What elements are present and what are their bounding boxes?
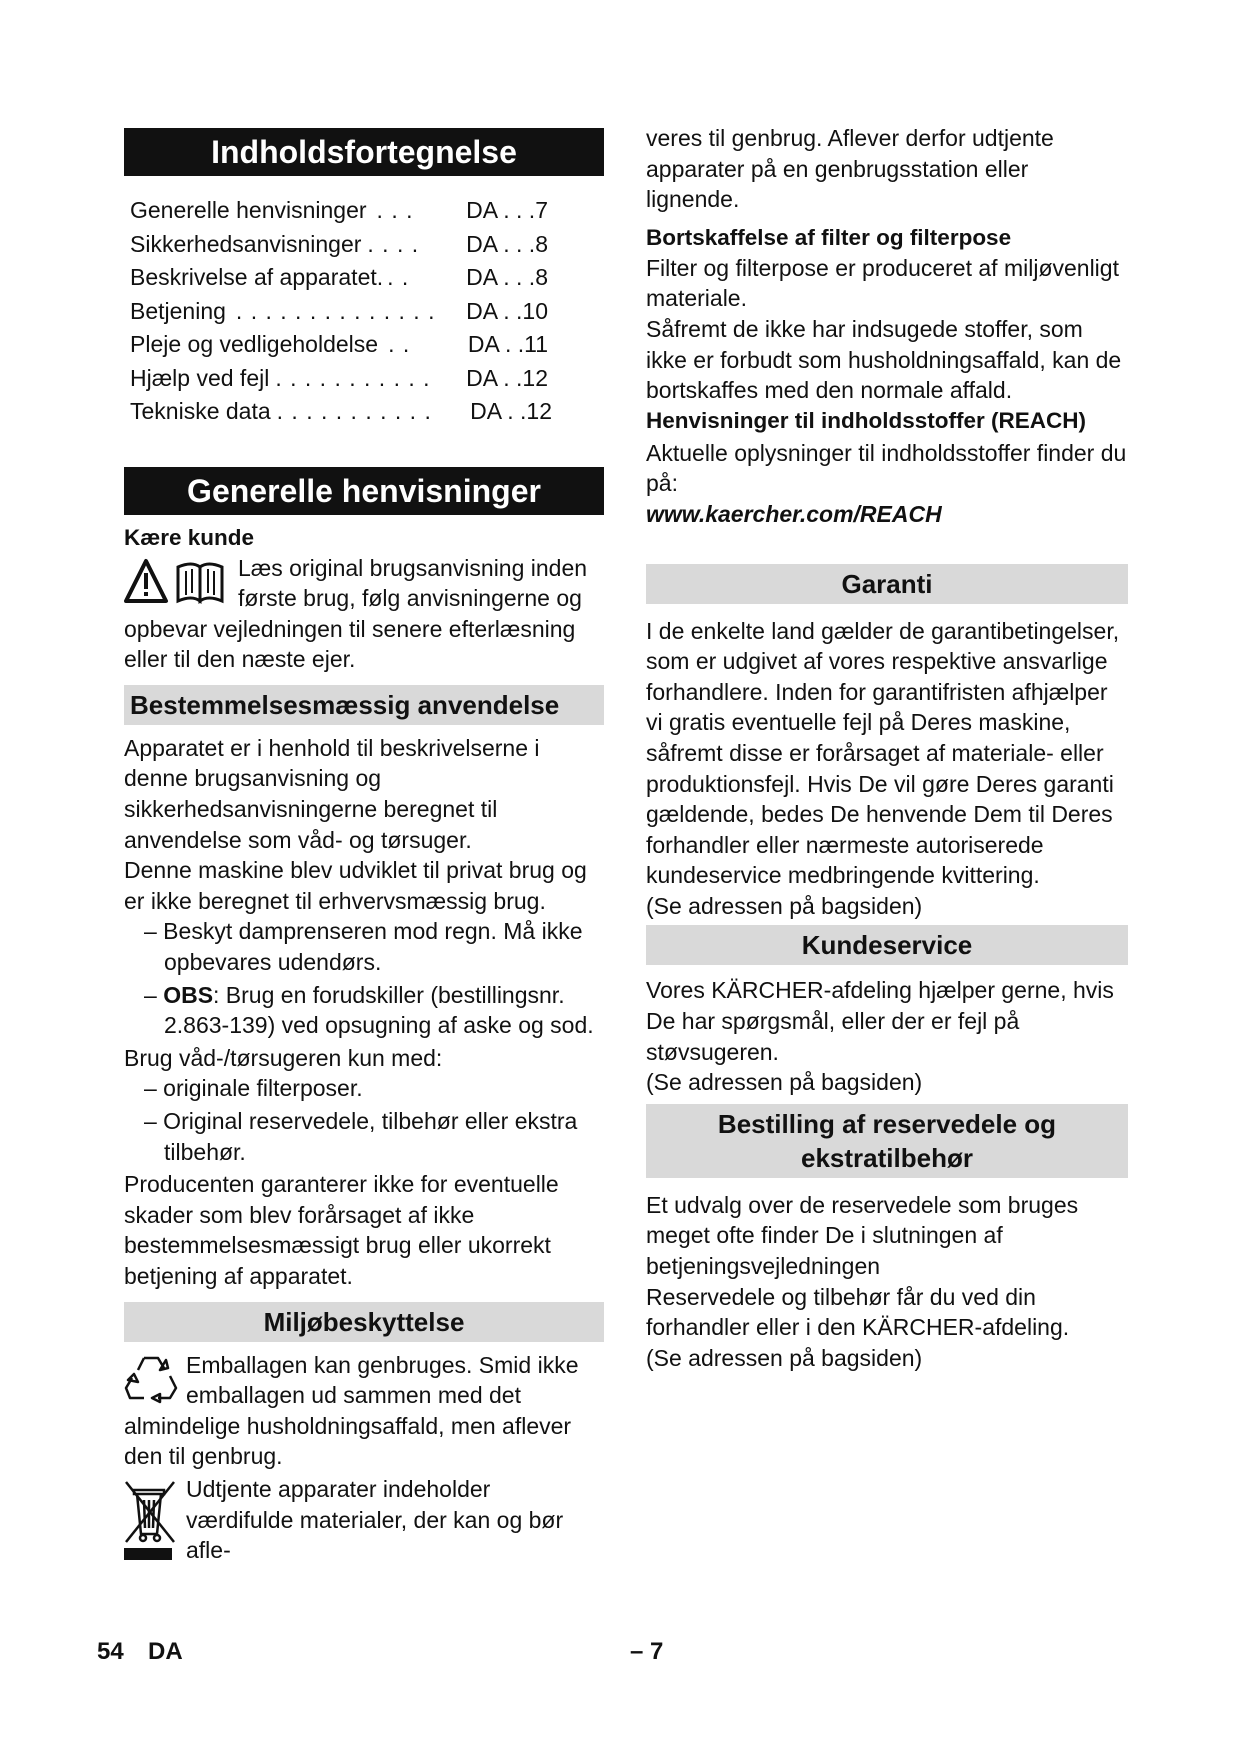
- toc-entry-title: Generelle henvisninger: [130, 197, 367, 223]
- spare-parts-p2: Reservedele og tilbehør får du ved din forhandler eller i den KÄRCHER-afdeling.: [646, 1283, 1070, 1341]
- packaging-text: Emballagen kan genbruges. Smid ikke emballagen ud sammen med det almindelige husholdningsaffald, men aflever den til genbrug.: [124, 1351, 579, 1470]
- intended-use-p1: Apparatet er i henhold til beskrivelserne i denne brugsanvisning og sikkerhedsanvisningerne beregnet til anvendelse som våd- og tørsuger.: [124, 734, 540, 853]
- customer-service-heading: Kundeservice: [646, 925, 1128, 965]
- sub-page-number: – 7: [630, 1638, 664, 1665]
- spare-parts-address: (Se adressen på bagsiden): [646, 1344, 923, 1371]
- crossed-bin-icon: [124, 1476, 178, 1565]
- intended-use-bullet: – Beskyt damprenseren mod regn. Må ikke opbevares udendørs.: [144, 918, 583, 976]
- reach-text: Aktuelle oplysninger til indholdsstoffer finder du på:: [646, 439, 1127, 497]
- toc-entry-dots: . .: [388, 331, 411, 357]
- dear-customer-heading: Kære kunde: [124, 524, 255, 550]
- page-number: 54: [97, 1638, 124, 1665]
- right-column: [646, 123, 1128, 1373]
- toc-entry-title: Beskrivelse af apparatet.: [130, 264, 384, 290]
- warning-manual-icon: [124, 557, 230, 612]
- customer-service-text: Vores KÄRCHER-afdeling hjælper gerne, hvis De har spørgsmål, eller der er fejl på støvsugeren.: [646, 977, 1114, 1065]
- toc-entry-title: Betjening: [130, 297, 226, 324]
- toc-entry[interactable]: [124, 261, 604, 295]
- intended-use-bullet-obs: [124, 980, 604, 1041]
- intended-use-bullet: – originale filterposer.: [144, 1075, 363, 1102]
- filter-disposal-p1: Filter og filterpose er produceret af miljøvenligt materiale.: [646, 254, 1119, 312]
- weee-text: Udtjente apparater indeholder værdifulde materialer, der kan og bør afle-: [186, 1475, 564, 1564]
- customer-service-address: (Se adressen på bagsiden): [646, 1069, 923, 1096]
- toc-entry-page: DA . .12: [470, 398, 552, 424]
- intended-use-p4: Producenten garanterer ikke for eventuelle skader som blev forårsaget af ikke bestemmelsesmæssigt brug eller ukorrekt betjening af apparatet.: [124, 1171, 559, 1289]
- weee-block: [124, 1474, 604, 1566]
- toc-entry-page: DA . .12: [466, 364, 548, 391]
- toc-entry-title: Pleje og vedligeholdelse: [130, 331, 379, 357]
- weee-continued-text: veres til genbrug. Aflever derfor udtjente apparater på en genbrugsstation eller lignende.: [646, 125, 1054, 213]
- obs-text: : Brug en forudskiller (bestillingsnr. 2.863-139) ved opsugning af aske og sod.: [164, 981, 594, 1039]
- toc-entry-page: DA . . .8: [466, 264, 548, 290]
- obs-label: OBS: [163, 981, 214, 1008]
- filter-disposal-heading: Bortskaffelse af filter og filterpose: [646, 224, 1012, 250]
- toc-entry-dots: . .: [387, 264, 410, 290]
- page-language: DA: [148, 1638, 183, 1665]
- toc-entry-title: Tekniske data: [130, 398, 271, 424]
- toc-list: [124, 194, 604, 429]
- toc-entry-page: DA . . .7: [466, 197, 548, 223]
- toc-heading: Indholdsfortegnelse: [124, 128, 604, 176]
- intro-block: [124, 553, 604, 675]
- spare-parts-p1: Et udvalg over de reservedele som bruges meget ofte finder De i slutningen af betjeningsvejledningen: [646, 1191, 1079, 1280]
- intended-use-heading: Bestemmelsesmæssig anvendelse: [124, 685, 604, 725]
- toc-entry[interactable]: [124, 328, 604, 362]
- reach-link[interactable]: www.kaercher.com/REACH: [646, 500, 942, 527]
- intended-use-p2: Denne maskine blev udviklet til privat brug og er ikke beregnet til erhvervsmæssig brug.: [124, 857, 587, 914]
- toc-entry-page: DA . .11: [467, 331, 548, 357]
- toc-entry-dots: . . . .: [367, 230, 420, 257]
- toc-entry-dots: . . . . . . . . . . .: [276, 398, 432, 424]
- warranty-heading: Garanti: [646, 564, 1128, 604]
- warranty-text: I de enkelte land gælder de garantibetingelser, som er udgivet af vores respektive ansvarlige forhandlere. Inden for garantifristen afhjælper vi gratis eventuelle fejl på Deres maskine, såfremt disse er forårsaget af materiale- eller produktionsfejl. Hvis De vil gøre Deres garanti gældende, bedes De henvende Dem til Deres forhandler eller nærmeste autoriserede kundeservice medbringende kvittering.: [646, 617, 1120, 889]
- toc-entry-page: DA . .10: [466, 297, 548, 324]
- toc-entry[interactable]: [124, 228, 604, 262]
- toc-entry[interactable]: [124, 362, 604, 396]
- toc-entry-page: DA . . .8: [466, 230, 548, 257]
- intended-use-p3: Brug våd-/tørsugeren kun med:: [124, 1044, 443, 1071]
- toc-entry-title: Sikkerhedsanvisninger: [130, 230, 362, 257]
- toc-entry[interactable]: [124, 395, 604, 429]
- recycle-icon: [124, 1352, 178, 1409]
- intended-use-bullet: – Original reservedele, tilbehør eller ekstra tilbehør.: [144, 1108, 578, 1165]
- toc-entry-dots: . . . . . . . . . . .: [275, 364, 431, 391]
- toc-entry[interactable]: [124, 295, 604, 329]
- reach-heading: Henvisninger til indholdsstoffer (REACH): [646, 407, 1087, 433]
- spare-parts-heading: Bestilling af reservedele og ekstratilbehør: [646, 1104, 1128, 1178]
- toc-entry[interactable]: [124, 194, 604, 228]
- filter-disposal-p2: Såfremt de ikke har indsugede stoffer, som ikke er forbudt som husholdningsaffald, kan de bortskaffes med den normale affald.: [646, 315, 1122, 404]
- environment-heading: Miljøbeskyttelse: [124, 1302, 604, 1342]
- warranty-address: (Se adressen på bagsiden): [646, 892, 923, 919]
- general-heading: Generelle henvisninger: [124, 467, 604, 515]
- obs-prefix: –: [144, 981, 164, 1008]
- intro-text: Læs original brugsanvisning inden første brug, følg anvisningerne og opbevar vejledningen til senere efterlæsning eller til den næste ejer.: [124, 554, 588, 673]
- packaging-block: [124, 1350, 604, 1472]
- toc-entry-dots: . . . . . . . . . . . . . .: [235, 297, 436, 324]
- toc-entry-dots: . . .: [376, 197, 414, 223]
- left-column: [124, 128, 604, 1566]
- toc-entry-title: Hjælp ved fejl: [130, 364, 270, 391]
